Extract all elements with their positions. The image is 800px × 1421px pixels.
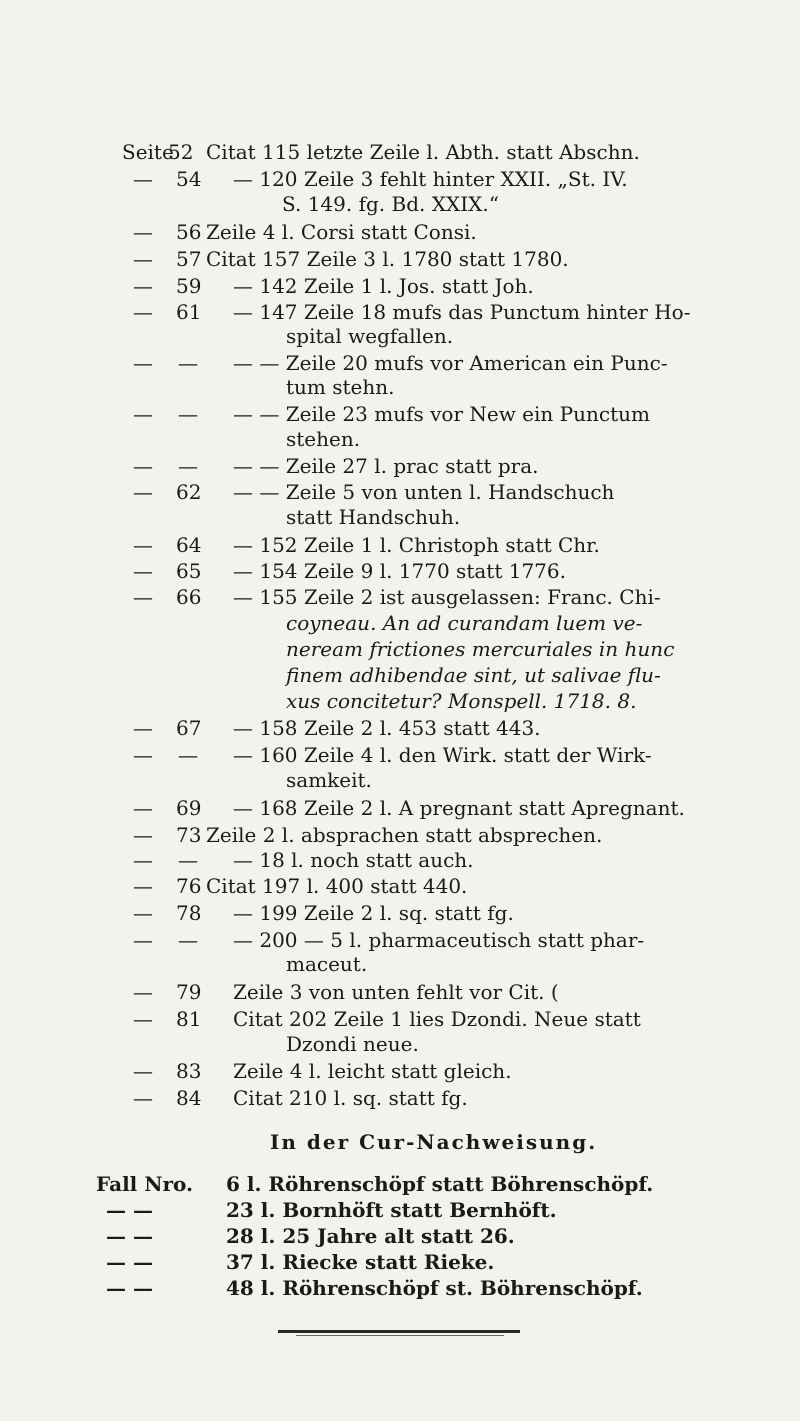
errata-page: Seite 52 Citat 115 letzte Zeile l. Abth. statt Abschn. — 54 — 120 Zeile 3 fehlt hinter XXII. „St. IV. S. 149. fg. Bd. XXIX.“ — 56 Zeile 4 l. Corsi statt Consi. — 57 Citat 157 Zeile 3 l. 1780 statt 1780. — 59 — 142 Zeile 1 l. Jos. statt Joh. — 61 — 147 Zeile 18 mufs das Punctum hinter Ho- spital wegfallen. — — — — Zeile 20 mufs vor American ein Punc- tum stehn. — — — — Zeile 23 mufs vor New ein Punctum stehen. — — — — Zeile 27 l. prac statt pra. — 62 — — Zeile 5 von unten l. Handschuch statt Handschuh. — 64 — 152 Zeile 1 l. Christoph statt Chr. — 65 — 154 Zeile 9 l. 1770 statt 1776. — 66 — 155 Zeile 2 ist ausgelassen: Franc. Chi- coyneau. An ad curandam luem ve- neream frictiones mercuriales in hunc finem adhibendae sint, ut salivae flu- xus concitetur? Monspell. 1718. 8. — 67 — 158 Zeile 2 l. 453 statt 443. — — — 160 Zeile 4 l. den Wirk. statt der Wirk- samkeit. — 69 — 168 Zeile 2 l. A pregnant statt Apregnant. — 73 Zeile 2 l. absprachen statt absprechen. — — — 18 l. noch statt auch. — 76 Citat 197 l. 400 statt 440. — 78 — 199 Zeile 2 l. sq. statt fg. — — — 200 — 5 l. pharmaceutisch statt phar- maceut. — 79 Zeile 3 von unten fehlt vor Cit. ( — 81 Citat 202 Zeile 1 lies Dzondi. Neue statt Dzondi neue. — 83 Zeile 4 l. leicht statt gleich. — 84 Citat 210 l. sq. statt fg. In der Cur-Nachweisung. Fall Nro. 6 l. Röhrenschöpf statt Böhrenschöpf. — — 23 l. Bornhöft statt Bernhöft. — — 28 l. 25 Jahre alt statt 26. — — 37 l. Riecke statt Rieke. — — 48 l. Röhrenschöpf st. Böhrenschöpf.	[0, 0, 800, 1421]
section-heading: In der Cur-Nachweisung.	[270, 1130, 598, 1154]
closing-rule	[278, 1330, 520, 1333]
closing-rule-thin	[296, 1335, 504, 1336]
